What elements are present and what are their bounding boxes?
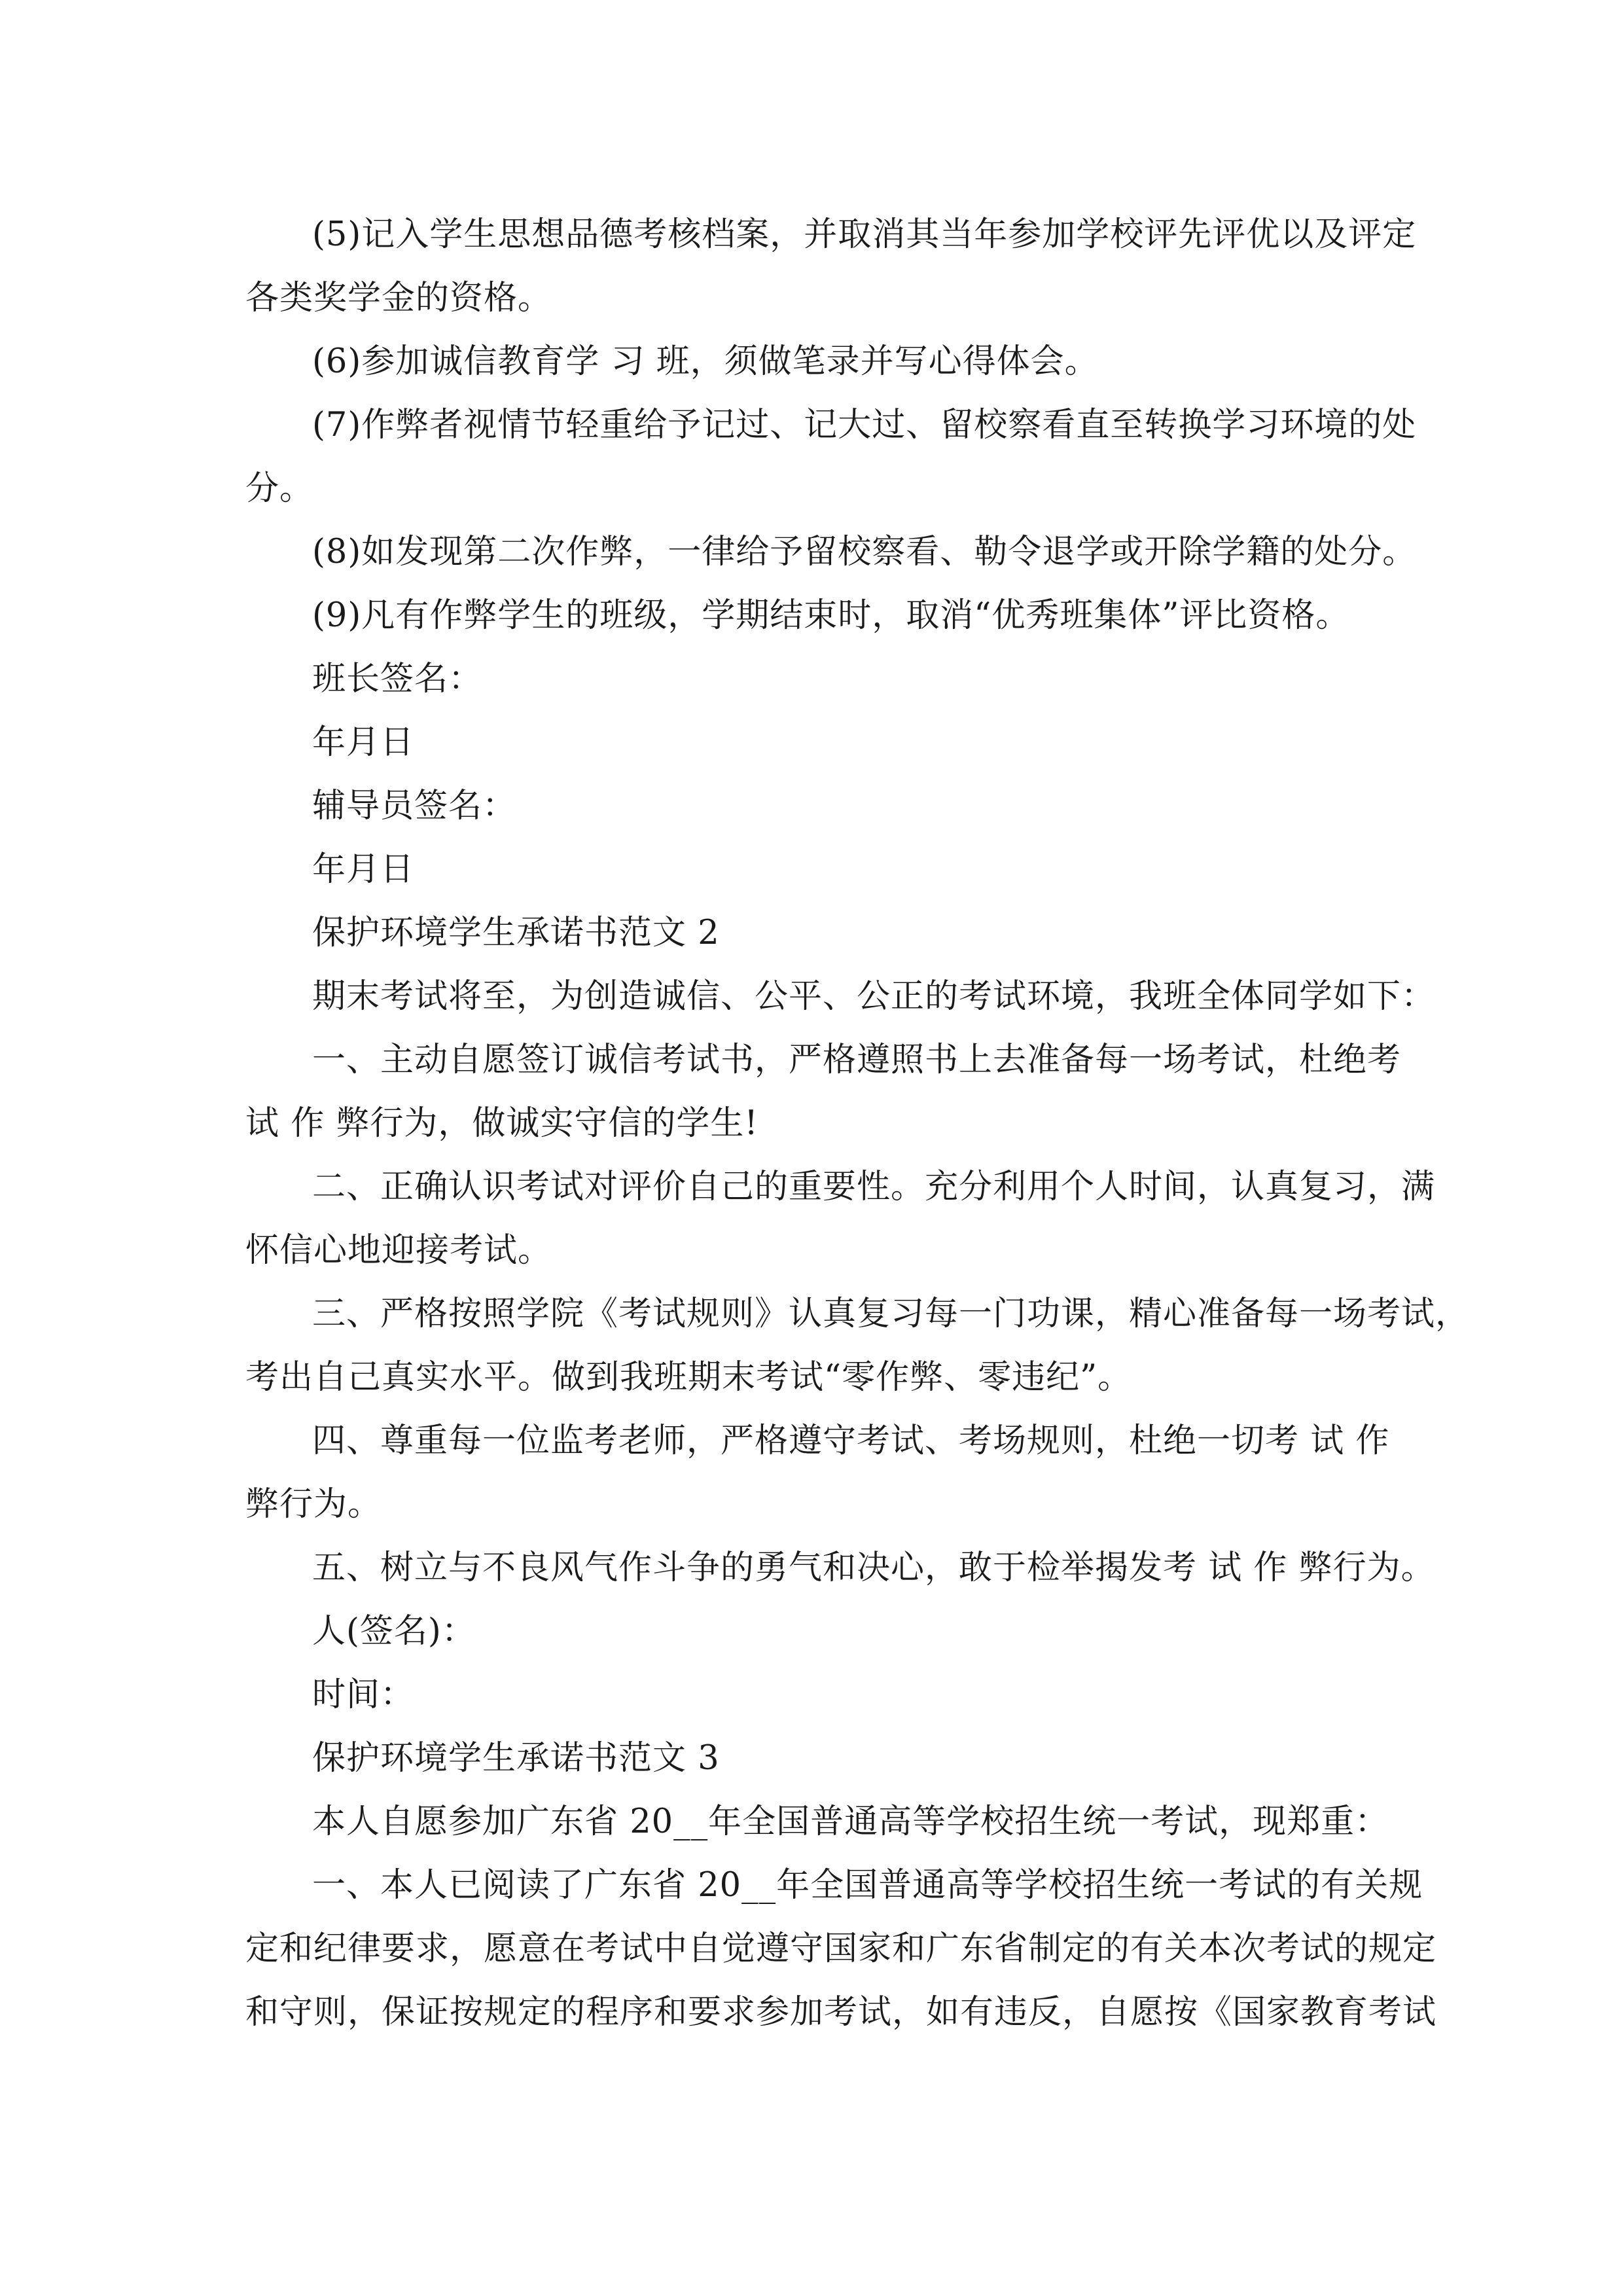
text-line: 定和纪律要求，愿意在考试中自觉遵守国家和广东省制定的有关本次考试的规定 — [245, 1929, 1437, 1968]
text-line: 人(签名)： — [312, 1612, 476, 1651]
text-line: 年月日 — [312, 850, 415, 889]
text-line: (5)记入学生思想品德考核档案，并取消其当年参加学校评先评优以及评定 — [312, 215, 1417, 254]
text-line: 和守则，保证按规定的程序和要求参加考试，如有违反，自愿按《国家教育考试 — [245, 1993, 1437, 2032]
text-line: 怀信心地迎接考试。 — [245, 1231, 552, 1270]
text-line: 保护环境学生承诺书范文 2 — [312, 914, 720, 952]
text-line: 四、尊重每一位监考老师，严格遵守考试、考场规则，杜绝一切考 试 作 — [312, 1422, 1390, 1460]
text-line: 分。 — [245, 469, 314, 508]
text-line: (7)作弊者视情节轻重给予记过、记大过、留校察看直至转换学习环境的处 — [312, 406, 1417, 444]
text-line: 保护环境学生承诺书范文 3 — [312, 1739, 720, 1778]
text-line: 五、树立与不良风气作斗争的勇气和决心，敢于检举揭发考 试 作 弊行为。 — [312, 1549, 1435, 1587]
text-line: (6)参加诚信教育学 习 班，须做笔录并写心得体会。 — [312, 342, 1099, 381]
text-line: 班长签名： — [312, 660, 483, 698]
text-line: 弊行为。 — [245, 1485, 382, 1524]
text-line: 时间： — [312, 1676, 415, 1714]
text-line: 本人自愿参加广东省 20__年全国普通高等学校招生统一考试，现郑重： — [312, 1803, 1389, 1841]
text-line: 一、主动自愿签订诚信考试书，严格遵照书上去准备每一场考试，杜绝考 — [312, 1041, 1402, 1079]
document-body — [245, 203, 1470, 2044]
text-line: (9)凡有作弊学生的班级，学期结束时，取消“优秀班集体”评比资格。 — [312, 596, 1350, 635]
text-line: 二、正确认识考试对评价自己的重要性。充分利用个人时间，认真复习，满 — [312, 1168, 1436, 1206]
text-line: 考出自己真实水平。做到我班期末考试“零作弊、零违纪”。 — [245, 1358, 1132, 1397]
text-line: 各类奖学金的资格。 — [245, 279, 552, 317]
text-line: (8)如发现第二次作弊，一律给予留校察看、勒令退学或开除学籍的处分。 — [312, 533, 1417, 571]
text-line: 三、严格按照学院《考试规则》认真复习每一门功课，精心准备每一场考试， — [312, 1295, 1470, 1333]
text-line: 期末考试将至，为创造诚信、公平、公正的考试环境，我班全体同学如下： — [312, 977, 1436, 1016]
text-line: 辅导员签名： — [312, 787, 517, 825]
text-line: 年月日 — [312, 723, 415, 762]
text-line: 试 作 弊行为，做诚实守信的学生! — [245, 1104, 758, 1143]
text-line: 一、本人已阅读了广东省 20__年全国普通高等学校招生统一考试的有关规 — [312, 1866, 1423, 1905]
